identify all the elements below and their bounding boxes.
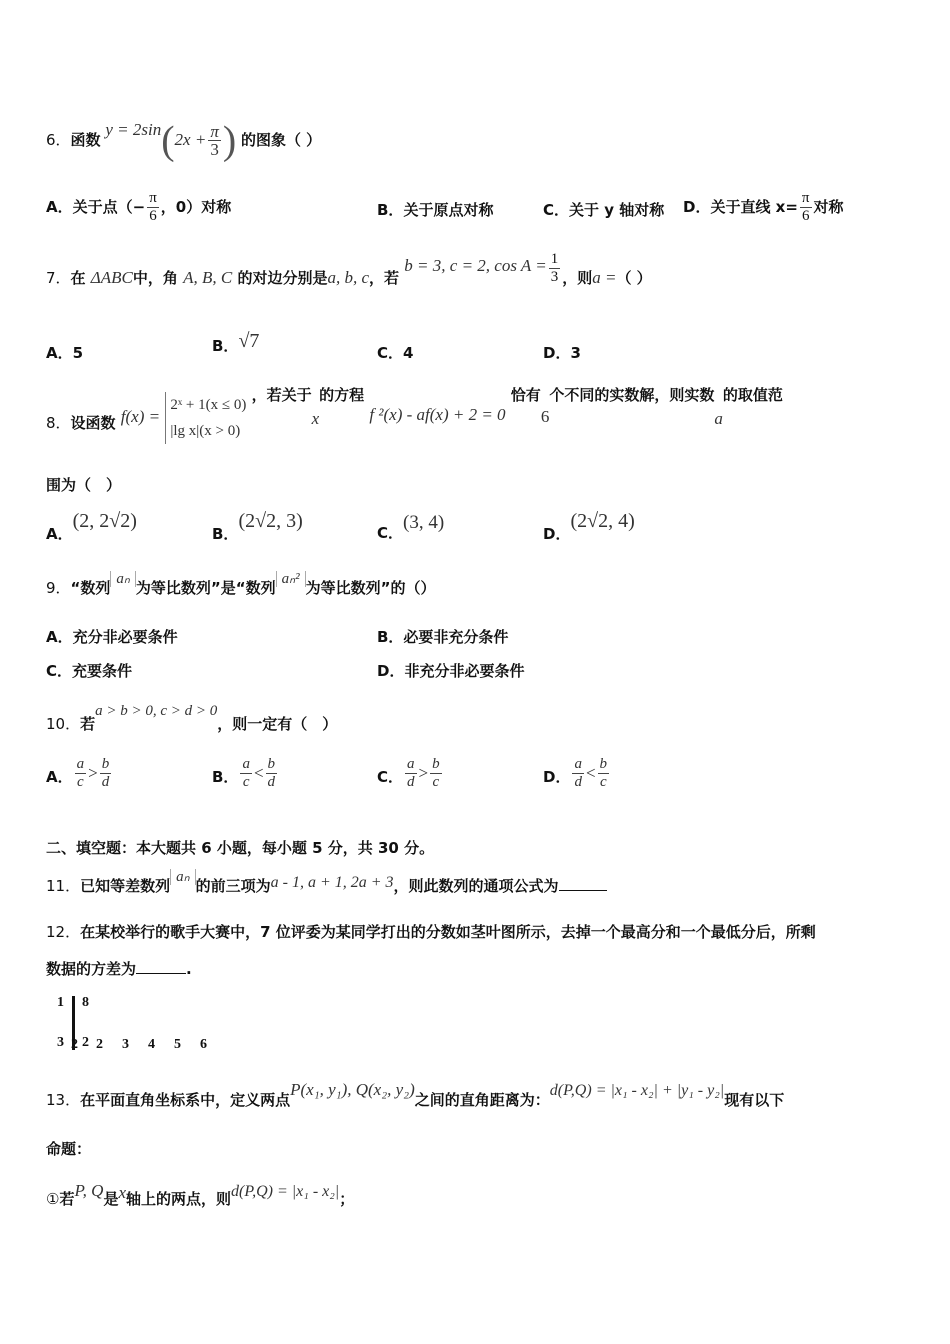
q6-paren-open: ( — [161, 117, 175, 163]
q13-stem: 13．在平面直角坐标系中，定义两点P(x₁, y₁), Q(x₂, y₂)之间的直角距离为：d(P,Q) = |x₁ - x₂| + |y₁ - y₂|现有以下 — [46, 1080, 785, 1109]
q7-option-a[interactable]: A．5 — [46, 344, 84, 362]
q9-option-b[interactable]: B．必要非充分条件 — [377, 628, 509, 646]
q8-option-d[interactable]: D．(2√2, 4) — [543, 510, 635, 543]
q7-option-d[interactable]: D．3 — [543, 344, 581, 362]
q13-proposition-1: ①若P, Q是x轴上的两点，则d(P,Q) = |x₁ - x₂|； — [46, 1181, 355, 1208]
q6-option-c[interactable]: C．关于 y 轴对称 — [543, 201, 665, 219]
q7-cos-fraction: $\frac{1}{3}$ — [550, 251, 559, 285]
q11-answer-blank[interactable] — [559, 876, 607, 891]
q12-answer-blank[interactable] — [136, 959, 186, 974]
q6-paren-close: ) — [222, 117, 237, 163]
section-2-title: 二、填空题：本大题共 6 小题，每小题 5 分，共 30 分。 — [46, 839, 435, 857]
q7-option-b[interactable]: B．√7 — [212, 330, 260, 355]
q12-stem-line1: 12．在某校举行的歌手大赛中，7 位评委为某同学打出的分数如茎叶图所示，去掉一个最高分和一个最低分后，所剩 — [46, 923, 816, 941]
q8-piecewise: 2ˣ + 1(x ≤ 0) |lg x|(x > 0) — [165, 392, 246, 444]
q9-option-c[interactable]: C．充要条件 — [46, 662, 133, 680]
q10-option-b[interactable]: B． $\frac{a}{c}$ < $\frac{b}{d}$ — [212, 756, 276, 790]
q6-option-d[interactable]: D．关于直线 x= $\frac{\pi}{6}$ 对称 — [683, 190, 844, 224]
q9-option-a[interactable]: A．充分非必要条件 — [46, 628, 178, 646]
q13-stem-line2: 命题： — [46, 1140, 92, 1158]
stem-leaf-plot — [50, 992, 207, 1054]
q6-fraction: $\frac{\pi}{3}$ — [210, 122, 219, 159]
q6-lead: 函数 — [70, 131, 101, 149]
q10-option-a[interactable]: A． $\frac{a}{c}$ > $\frac{b}{d}$ — [46, 756, 110, 790]
q7-option-c[interactable]: C．4 — [377, 344, 414, 362]
q6-tail: 的图象（ ） — [240, 131, 322, 149]
q6-option-a[interactable]: A．关于点（− $\frac{\pi}{6}$ ，0）对称 — [46, 190, 232, 224]
q12-stem-line2: 数据的方差为 . — [46, 960, 192, 978]
q8-stem-line2: 围为（ ） — [46, 476, 122, 494]
q9-stem: 9．“数列 aₙ 为等比数列”是“数列 aₙ² 为等比数列”的（） — [46, 571, 436, 597]
q8-option-a[interactable]: A．(2, 2√2) — [46, 510, 137, 543]
q6-formula: y = 2sin — [105, 120, 162, 139]
q11-stem: 11．已知等差数列 aₙ 的前三项为a - 1, a + 1, 2a + 3，则此数列的通项公式为 — [46, 862, 607, 902]
q6-a-fraction: $\frac{\pi}{6}$ — [149, 190, 157, 224]
q10-stem: 10．若a > b > 0, c > d > 0，则一定有（ ） — [46, 703, 338, 733]
q9-option-d[interactable]: D．非充分非必要条件 — [377, 662, 525, 680]
q10-option-c[interactable]: C． $\frac{a}{d}$ > $\frac{b}{c}$ — [377, 756, 440, 790]
q6-inner: 2x + — [174, 130, 207, 149]
q6-stem — [46, 117, 322, 163]
q10-option-d[interactable]: D． $\frac{a}{d}$ < $\frac{b}{c}$ — [543, 756, 608, 790]
q7-stem: 7．在 ΔABC中，角 A, B, C 的对边分别是a, b, c，若 b = 3, c = 2, cos A = $\frac{1}{3}$ ，则a =（ ） — [46, 251, 652, 287]
q8-option-c[interactable]: C．(3, 4) — [377, 512, 445, 542]
q6-d-fraction: $\frac{\pi}{6}$ — [801, 190, 810, 224]
q6-number: 6． — [46, 131, 71, 149]
stem-leaf-row: 3 2 — [57, 1035, 89, 1050]
q11-seq: aₙ — [170, 869, 195, 885]
q9-seq-an: aₙ — [110, 571, 135, 587]
q9-seq-an2: aₙ² — [276, 571, 306, 587]
q8-option-b[interactable]: B．(2√2, 3) — [212, 510, 303, 543]
q6-option-b[interactable]: B．关于原点对称 — [377, 201, 494, 219]
q8-stem: 8．设函数 f(x) = 2ˣ + 1(x ≤ 0) |lg x|(x > 0) ，若关于x的方程 f ²(x) - af(x) + 2 = 0 恰有6个不同的实数解，则实数a的取值范 — [46, 392, 783, 448]
stem-leaf-row: 1 8 — [57, 995, 89, 1010]
stem-leaf-row: 2 2 3 4 5 6 — [71, 1037, 207, 1052]
